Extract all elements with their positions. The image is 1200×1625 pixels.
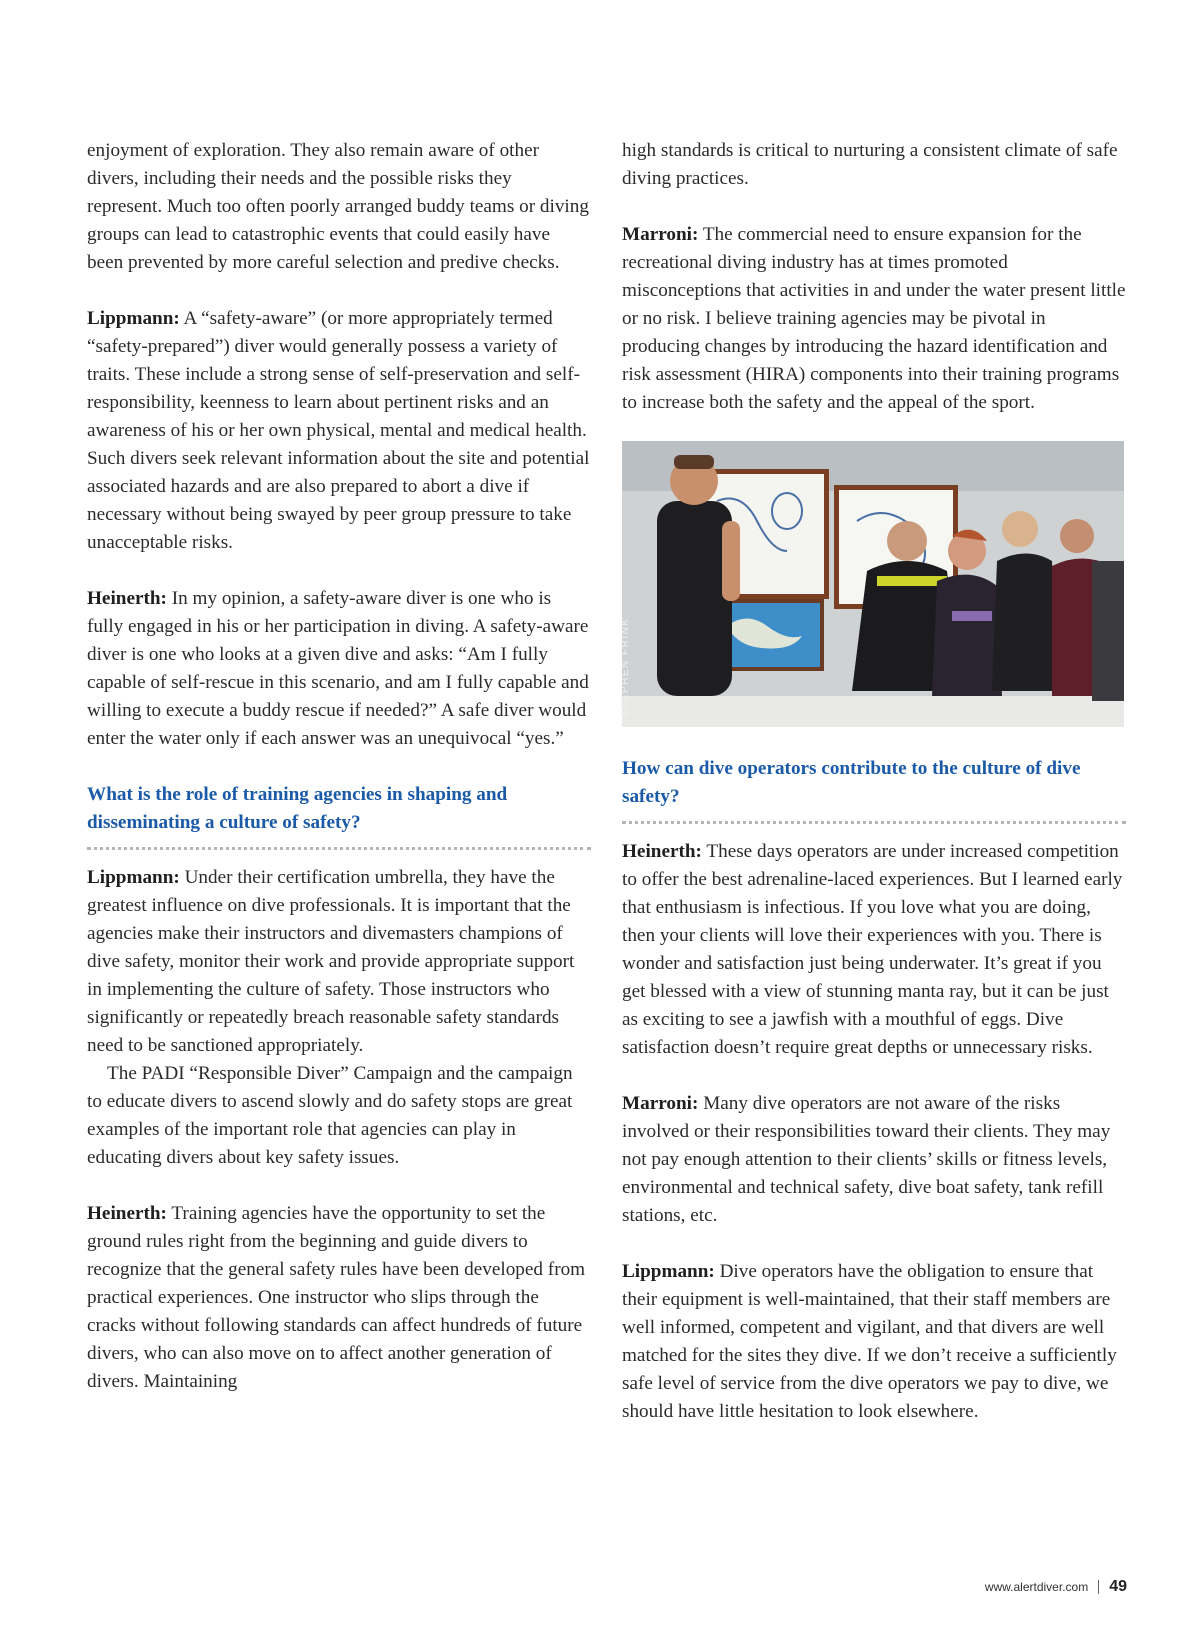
photo-illustration [622, 441, 1124, 727]
paragraph [622, 221, 1126, 417]
speaker-name: Lippmann: [87, 308, 180, 329]
page-footer [985, 1578, 1127, 1596]
paragraph [622, 1090, 1126, 1230]
paragraph [87, 305, 591, 557]
paragraph: high standards is critical to nurturing a consistent climate of safe diving practices. [622, 140, 1118, 189]
left-column [87, 137, 591, 1396]
paragraph-text: These days operators are under increased competition to offer the best adrenaline-laced experiences. But I learned early that enthusiasm is infectious. If you love what you are doing, then your clients will love their experiences with you. There is wonder and satisfaction just being underwater. It’s great if you get blessed with a view of stunning manta ray, but it can be just as exciting to see a jawfish with a mouthful of eggs. Dive satisfaction doesn’t require great depths or unnecessary risks. [622, 841, 1123, 1058]
speaker-name: Marroni: [622, 1093, 699, 1114]
speaker-name: Lippmann: [87, 867, 180, 888]
paragraph [87, 585, 591, 753]
paragraph: enjoyment of exploration. They also remain aware of other divers, including their needs and the possible risks they represent. Much too often poorly arranged buddy teams or diving groups can lead to catastrophic events that could easily have been prevented by more careful selection and predive checks. [87, 140, 589, 273]
paragraph: The PADI “Responsible Diver” Campaign and the campaign to educate divers to ascend slowly and do safety stops are great examples of the important role that agencies can play in educating divers about key safety issues. [87, 1063, 573, 1168]
section-question: How can dive operators contribute to the culture of dive safety? [622, 758, 1081, 807]
paragraph [622, 1258, 1126, 1426]
paragraph-text: Many dive operators are not aware of the risks involved or their responsibilities toward their clients. They may not pay enough attention to their clients’ skills or fitness levels, environmental and technical safety, dive boat safety, tank refill stations, etc. [622, 1093, 1111, 1226]
dive-briefing-photo [622, 441, 1124, 727]
paragraph-text: Training agencies have the opportunity to set the ground rules right from the beginning and guide divers to recognize that the general safety rules have been developed from practical experiences. One instructor who slips through the cracks without following standards can affect hundreds of future divers, who can also move on to affect another generation of divers. Maintaining [87, 1203, 586, 1392]
website-url[interactable]: www.alertdiver.com [984, 1580, 1089, 1594]
speaker-name: Heinerth: [622, 841, 702, 862]
dotted-divider [87, 847, 591, 850]
footer-divider [1098, 1580, 1099, 1594]
paragraph [87, 864, 591, 1060]
speaker-name: Heinerth: [87, 588, 167, 609]
speaker-name: Marroni: [622, 224, 699, 245]
section-question: What is the role of training agencies in shaping and disseminating a culture of safety? [87, 784, 508, 833]
speaker-name: Lippmann: [622, 1261, 715, 1282]
page-number: 49 [1109, 1578, 1127, 1595]
dotted-divider [622, 821, 1126, 824]
paragraph-text: Dive operators have the obligation to ensure that their equipment is well-maintained, that their staff members are well informed, competent and vigilant, and that divers are well matched for the sites they dive. If we don’t receive a sufficiently safe level of service from the dive operators we pay to dive, we should have little hesitation to look elsewhere. [622, 1261, 1117, 1422]
paragraph [87, 1200, 591, 1396]
paragraph-text: A “safety-aware” (or more appropriately termed “safety-prepared”) diver would generally possess a variety of traits. These include a strong sense of self-preservation and self-responsibility, keenness to learn about pertinent risks and an awareness of his or her own physical, mental and medical health. Such divers seek relevant information about the site and potential associated hazards and are also prepared to abort a dive if necessary without being swayed by peer group pressure to take unacceptable risks. [87, 308, 590, 553]
paragraph-text: The commercial need to ensure expansion for the recreational diving industry has at times promoted misconceptions that activities in and under the water present little or no risk. I believe training agencies may be pivotal in producing changes by introducing the hazard identification and risk assessment (HIRA) components into their training programs to increase both the safety and the appeal of the sport. [622, 224, 1126, 413]
paragraph-text: Under their certification umbrella, they have the greatest influence on dive professionals. It is important that the agencies make their instructors and divemasters champions of dive safety, monitor their work and provide appropriate support in implementing the culture of safety. Those instructors who significantly or repeatedly breach reasonable safety standards need to be sanctioned appropriately. [87, 867, 575, 1056]
paragraph-text: In my opinion, a safety-aware diver is one who is fully engaged in his or her participation in diving. A safety-aware diver is one who looks at a given dive and asks: “Am I fully capable of self-rescue in this scenario, and am I fully capable and willing to execute a buddy rescue if needed?” A safe diver would enter the water only if each answer was an unequivocal “yes.” [87, 588, 589, 749]
paragraph [622, 838, 1126, 1062]
right-column [622, 137, 1126, 1426]
speaker-name: Heinerth: [87, 1203, 167, 1224]
photo-credit: STEPHEN FRINK [620, 617, 631, 717]
